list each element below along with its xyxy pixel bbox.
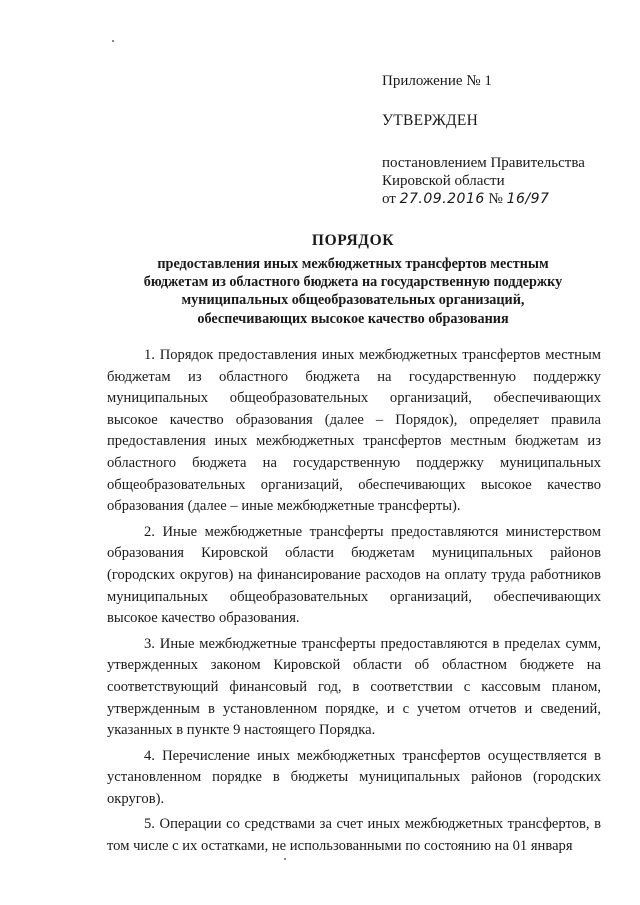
document-title: ПОРЯДОК <box>311 232 395 249</box>
handwritten-date: 27.09.2016 <box>399 191 485 207</box>
paragraph-2: 2. Иные межбюджетные трансферты предоставляются министерством образования Кировской области бюджетам муниципальных районов (городских округов) на финансирование расходов на оплату труда работников муниципальных общеобразовательных организаций, обеспечивающих высокое качество образования. <box>107 523 601 627</box>
decree-line-1: постановлением Правительства <box>382 155 585 171</box>
document-body <box>107 345 601 862</box>
decree-line-2: Кировской области <box>382 173 505 189</box>
document-title-block <box>108 232 598 328</box>
paragraph-4: 4. Перечисление иных межбюджетных трансфертов осуществляется в установленном порядке в бюджеты муниципальных районов (городских округов). <box>107 747 601 807</box>
scan-speck <box>284 858 286 860</box>
handwritten-number: 16/97 <box>506 191 550 207</box>
subtitle-line-1: предоставления иных межбюджетных трансфертов местным <box>157 256 549 272</box>
approved-label: УТВЕРЖДЕН <box>382 112 479 129</box>
decree-date-line <box>382 190 622 208</box>
subtitle-line-2: бюджетам из областного бюджета на государственную поддержку <box>143 274 563 291</box>
scan-speck <box>112 40 114 42</box>
approval-block <box>382 72 622 208</box>
paragraph-3: 3. Иные межбюджетные трансферты предоставляются в пределах сумм, утвержденных законом Кировской области об областном бюджете на соответствующий финансовый год, в соответствии с кассовым планом, утвержденным в установленном порядке, и с учетом отчетов и сведений, указанных в пункте 9 настоящего Порядка. <box>107 635 601 739</box>
number-prefix: № <box>488 191 503 207</box>
date-prefix: от <box>382 191 396 207</box>
subtitle-line-3: муниципальных общеобразовательных организаций, <box>181 292 525 309</box>
paragraph-5: 5. Операции со средствами за счет иных межбюджетных трансфертов, в том числе с их остатками, не использованными по состоянию на 01 января <box>107 816 601 855</box>
subtitle-line-4: обеспечивающих высокое качество образования <box>197 310 509 327</box>
paragraph-1: 1. Порядок предоставления иных межбюджетных трансфертов местным бюджетам из областного бюджета на государственную поддержку муниципальных общеобразовательных организаций, обеспечивающих высокое качество образования (далее – Порядок), определяет правила предоставления иных межбюджетных трансфертов местным бюджетам из областного бюджета на государственную поддержку муниципальных общеобразовательных организаций, обеспечивающих высокое качество образования (далее – иные межбюджетные трансферты). <box>107 347 601 515</box>
appendix-label: Приложение № 1 <box>382 73 492 89</box>
